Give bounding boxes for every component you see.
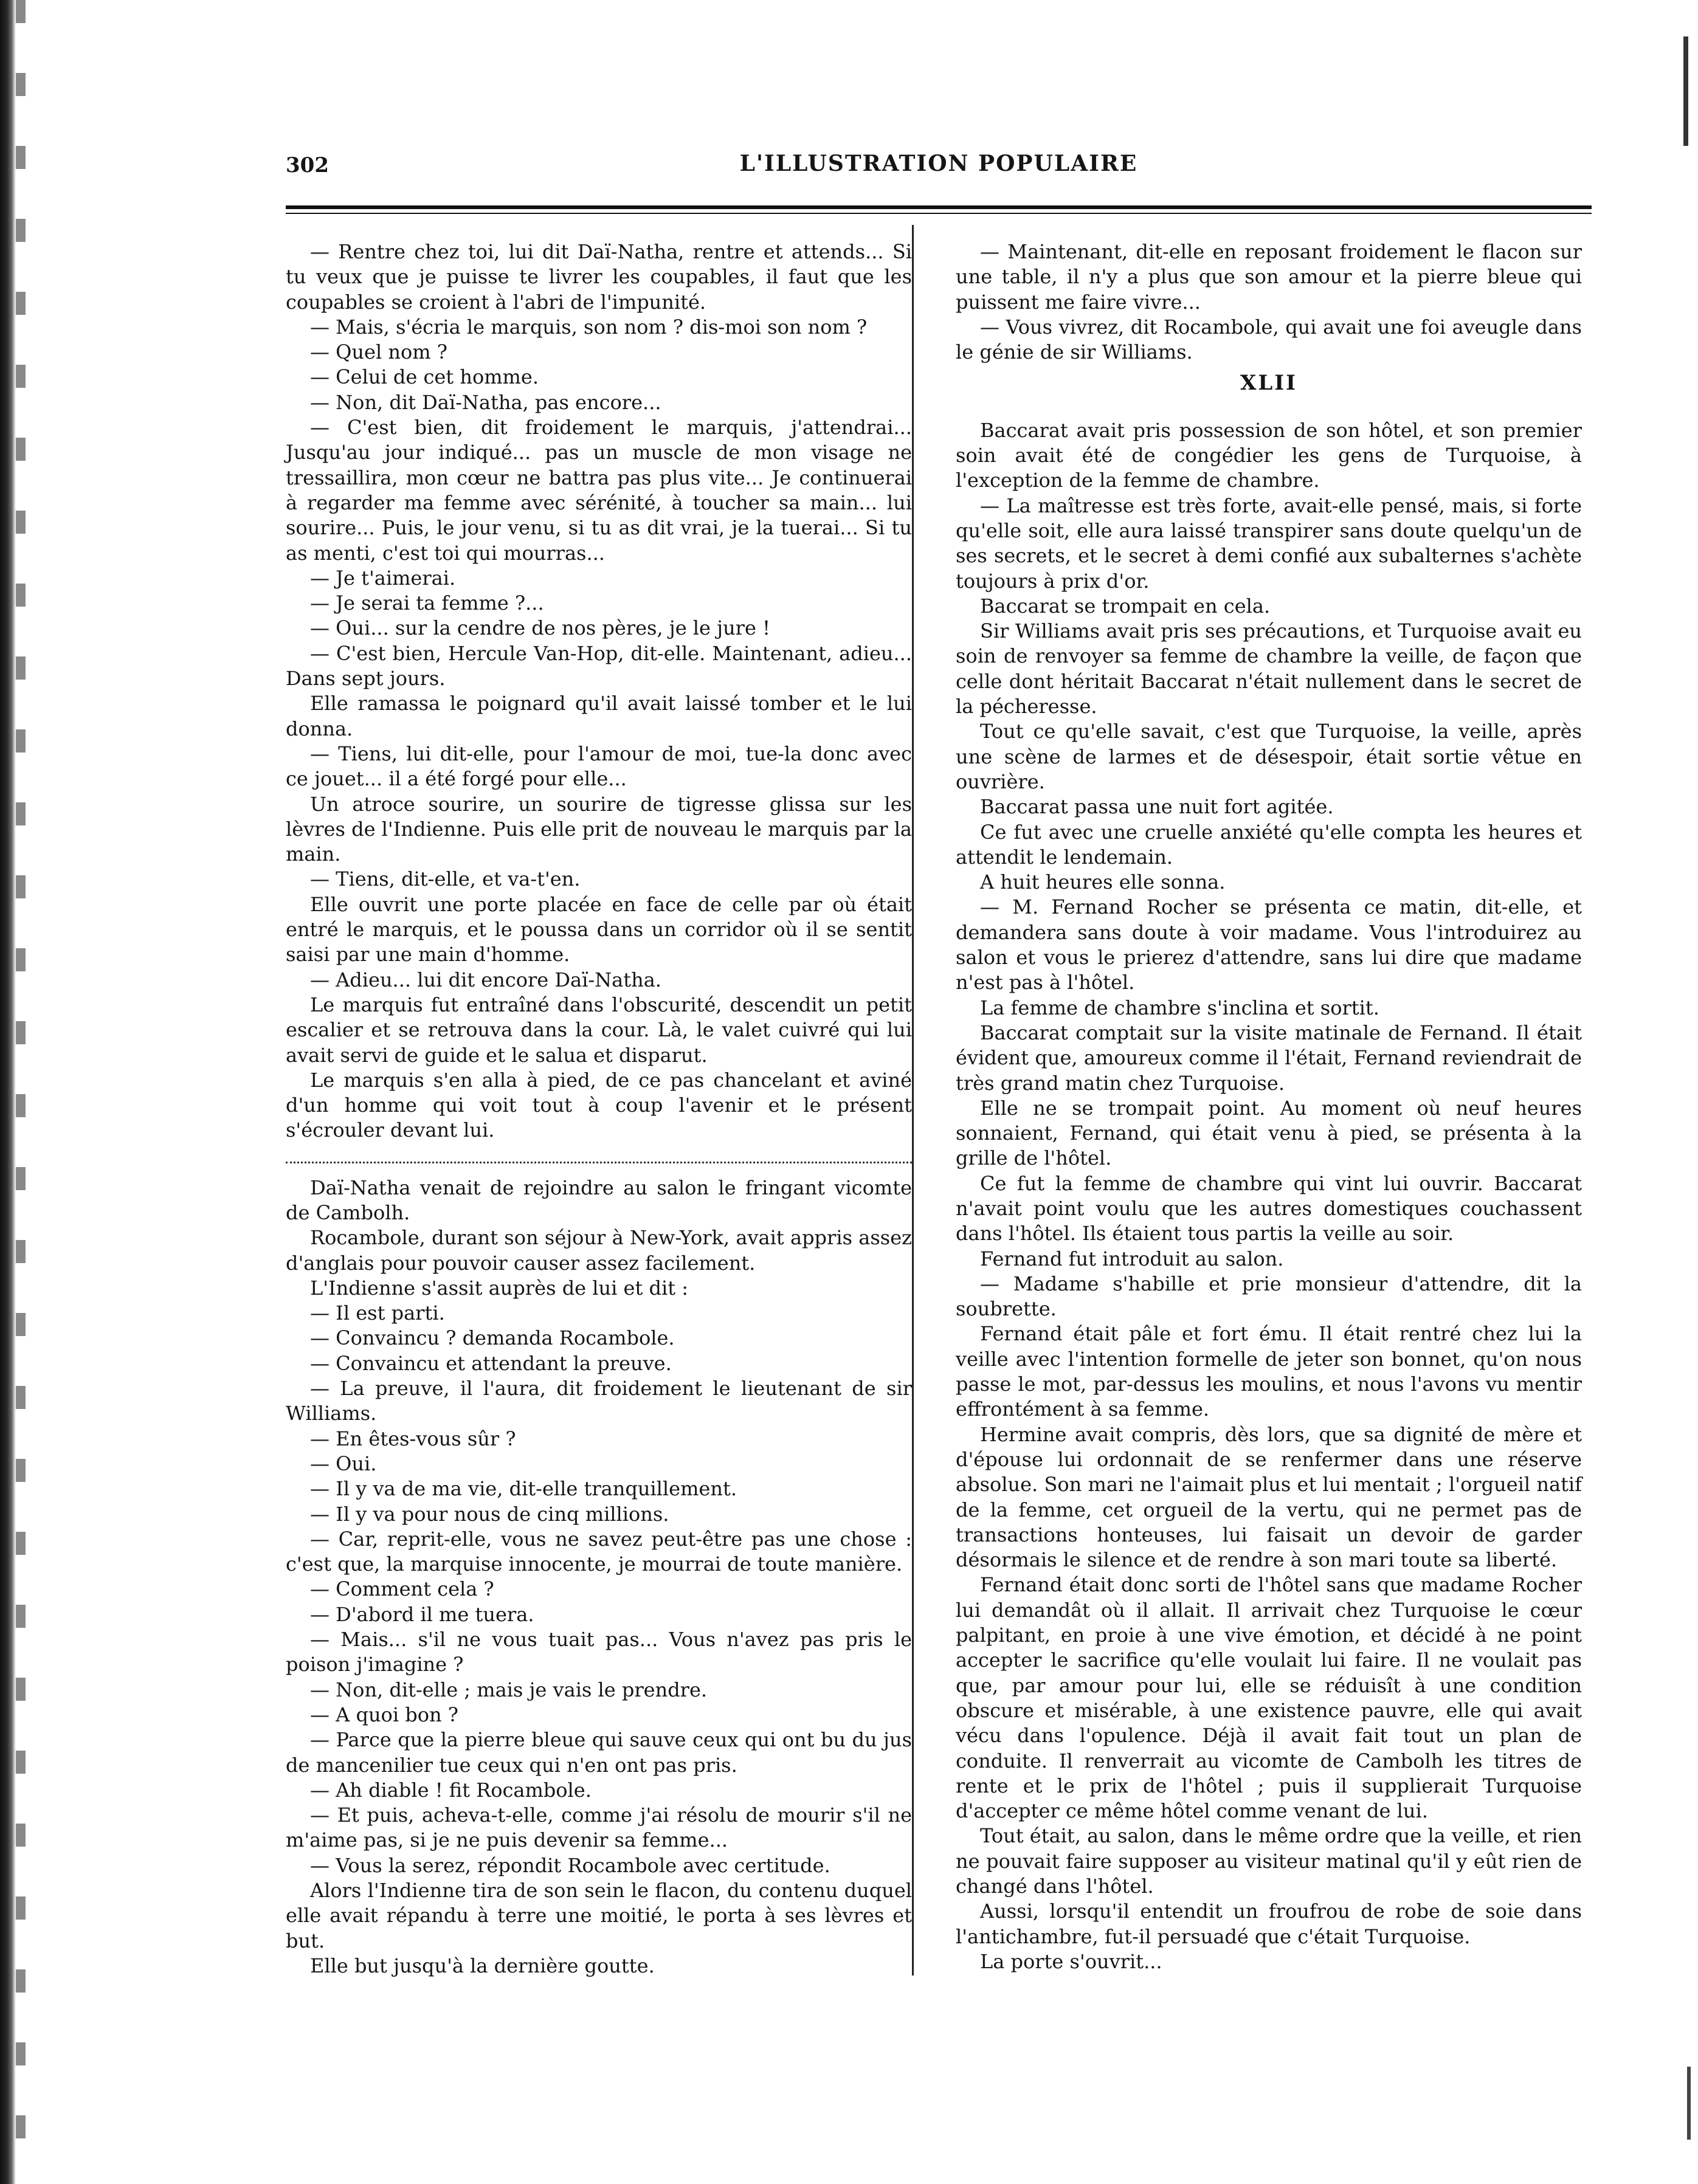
paragraph: — Oui. — [310, 1452, 377, 1475]
paragraph: La porte s'ouvrit... — [980, 1949, 1162, 1973]
paragraph: — Parce que la pierre bleue qui sauve ceux qui ont bu du jus de mancenilier tue ceux qui n'en ont pas pris. — [286, 1728, 912, 1777]
paragraph: Sir Williams avait pris ses précautions, et Turquoise avait eu soin de renvoyer sa femme de chambre la veille, de façon que celle dont héritait Baccarat n'était nullement dans le secret de la pécheresse. — [956, 619, 1582, 718]
paragraph: — Adieu... lui dit encore Daï-Natha. — [310, 968, 661, 991]
left-column-body-continued — [286, 1176, 912, 1979]
scan-edge-left — [0, 0, 16, 2184]
right-column — [956, 239, 1582, 1974]
section-break — [286, 1143, 912, 1163]
paragraph: — Et puis, acheva-t-elle, comme j'ai résolu de mourir s'il ne m'aime pas, si je ne puis devenir sa femme... — [286, 1803, 912, 1852]
paragraph: — Celui de cet homme. — [310, 365, 539, 389]
paragraph: Elle ne se trompait point. Au moment où neuf heures sonnaient, Fernand, qui était venu à pied, se présenta à la grille de l'hôtel. — [956, 1096, 1582, 1170]
paragraph: — Non, dit-elle ; mais je vais le prendre. — [310, 1678, 708, 1701]
paragraph: Hermine avait compris, dès lors, que sa dignité de mère et d'épouse lui ordonnait de se renfermer dans une réserve absolue. Son mari ne l'aimait plus et lui mentait ; l'orgueil natif de la femme, cet orgueil de la vertu, qui ne permet pas de transactions honteuses, lui faisait un devoir de garder désormais le silence et de rendre à son mari toute sa liberté. — [956, 1422, 1582, 1572]
paragraph: — Convaincu ? demanda Rocambole. — [310, 1326, 675, 1350]
paragraph: — Car, reprit-elle, vous ne savez peut-être pas une chose : c'est que, la marquise innocente, je mourrai de toute manière. — [286, 1527, 912, 1576]
right-column-body — [956, 239, 1582, 365]
paragraph: — Comment cela ? — [310, 1577, 494, 1601]
paragraph: Fernand fut introduit au salon. — [980, 1247, 1284, 1270]
paragraph: — D'abord il me tuera. — [310, 1602, 534, 1626]
running-title: L'ILLUSTRATION POPULAIRE — [739, 151, 1138, 176]
paragraph: Alors l'Indienne tira de son sein le flacon, du contenu duquel elle avait répandu à terre une moitié, le porta à ses lèvres et but. — [286, 1879, 912, 1952]
left-column-body — [286, 239, 912, 1143]
page-number: 302 — [286, 153, 329, 177]
paragraph: — La maîtresse est très forte, avait-elle pensé, mais, si forte qu'elle soit, elle aura laissé transpirer sans doute quelqu'un de ses secrets, et le secret à demi confié aux subalternes s'achète toujours à prix d'or. — [956, 494, 1582, 593]
paragraph: — Maintenant, dit-elle en reposant froidement le flacon sur une table, il n'y a plus que son amour et la pierre bleue qui puissent me faire vivre... — [956, 240, 1582, 314]
paragraph: A huit heures elle sonna. — [980, 870, 1226, 894]
paragraph: — Je t'aimerai. — [310, 566, 456, 590]
scan-edge-streak — [16, 0, 26, 2184]
paragraph: Rocambole, durant son séjour à New-York, avait appris assez d'anglais pour pouvoir causer assez facilement. — [286, 1226, 912, 1275]
paragraph: La femme de chambre s'inclina et sortit. — [980, 996, 1379, 1019]
paragraph: Elle ramassa le poignard qu'il avait laissé tomber et le lui donna. — [286, 692, 912, 740]
paragraph: — Tiens, dit-elle, et va-t'en. — [310, 867, 581, 891]
paragraph: — La preuve, il l'aura, dit froidement le lieutenant de sir Williams. — [286, 1377, 912, 1425]
scan-edge-right — [1683, 36, 1688, 146]
paragraph: Elle ouvrit une porte placée en face de celle par où était entré le marquis, et le poussa dans un corridor où il se sentit saisi par une main d'homme. — [286, 892, 912, 966]
paragraph: — Mais... s'il ne vous tuait pas... Vous n'avez pas pris le poison j'imagine ? — [286, 1628, 912, 1676]
paragraph: — C'est bien, dit froidement le marquis, j'attendrai... Jusqu'au jour indiqué... pas un muscle de mon visage ne tressaillira, mon cœur ne battra pas plus vite... Je continuerai à regarder ma femme avec sérénité, à toucher sa main... lui sourire... Puis, le jour venu, si tu as dit vrai, je la tuerai... Si tu as menti, c'est toi qui mourras... — [286, 416, 912, 565]
paragraph: — Tiens, lui dit-elle, pour l'amour de moi, tue-la donc avec ce jouet... il a été forgé pour elle... — [286, 742, 912, 791]
paragraph: Fernand était donc sorti de l'hôtel sans que madame Rocher lui demandât où il allait. Il arrivait chez Turquoise le cœur palpitant, en proie à une vive émotion, et décidé à ne point accepter le sacrifice qu'elle voulait lui faire. Il ne voulait pas que, par amour pour lui, elle se réduisît à une condition obscure et misérable, à une existence pauvre, elle qui avait vécu dans l'opulence. Déjà il avait fait tout un plan de conduite. Il renverrait au vicomte de Cambolh les titres de rente et le prix de l'hôtel ; puis il supplierait Turquoise d'accepter ce même hôtel comme venant de lui. — [956, 1573, 1582, 1823]
paragraph: — M. Fernand Rocher se présenta ce matin, dit-elle, et demandera sans doute à voir madame. Vous l'introduirez au salon et vous le prierez d'attendre, sans lui dire que madame n'est pas à l'hôtel. — [956, 895, 1582, 994]
paragraph: Baccarat comptait sur la visite matinale de Fernand. Il était évident que, amoureux comme il l'était, Fernand reviendrait de très grand matin chez Turquoise. — [956, 1021, 1582, 1095]
paragraph: Fernand était pâle et fort ému. Il était rentré chez lui la veille avec l'intention formelle de jeter son bonnet, qu'on nous passe le mot, par-dessus les moulins, et nous l'avons vu mentir effrontément à sa femme. — [956, 1322, 1582, 1421]
paragraph: L'Indienne s'assit auprès de lui et dit : — [310, 1276, 689, 1300]
paragraph: Ce fut avec une cruelle anxiété qu'elle compta les heures et attendit le lendemain. — [956, 820, 1582, 869]
paragraph: Le marquis s'en alla à pied, de ce pas chancelant et aviné d'un homme qui voit tout à coup l'avenir et le présent s'écrouler devant lui. — [286, 1068, 912, 1142]
paragraph: Tout ce qu'elle savait, c'est que Turquoise, la veille, après une scène de larmes et de désespoir, était sortie vêtue en ouvrière. — [956, 720, 1582, 793]
paragraph: Baccarat se trompait en cela. — [980, 594, 1271, 618]
paragraph: — Madame s'habille et prie monsieur d'attendre, dit la soubrette. — [956, 1272, 1582, 1321]
header-rule-thin — [286, 213, 1592, 214]
paragraph: — En êtes-vous sûr ? — [310, 1427, 516, 1450]
paragraph: — A quoi bon ? — [310, 1703, 458, 1726]
chapter-heading: XLII — [1240, 371, 1298, 396]
paragraph: Daï-Natha venait de rejoindre au salon le fringant vicomte de Cambolh. — [286, 1176, 912, 1224]
paragraph: — Convaincu et attendant la preuve. — [310, 1351, 672, 1375]
paragraph: — Ah diable ! fit Rocambole. — [310, 1778, 592, 1802]
scan-mark-right — [1687, 2067, 1691, 2140]
paragraph: — Il y va de ma vie, dit-elle tranquillement. — [310, 1477, 737, 1501]
paragraph: — Quel nom ? — [310, 340, 447, 364]
right-column-body-continued — [956, 418, 1582, 1974]
paragraph: — Vous la serez, répondit Rocambole avec certitude. — [310, 1853, 830, 1877]
paragraph: Un atroce sourire, un sourire de tigresse glissa sur les lèvres de l'Indienne. Puis elle prit de nouveau le marquis par la main. — [286, 792, 912, 866]
paragraph: — Il y va pour nous de cinq millions. — [310, 1502, 669, 1526]
paragraph: — Rentre chez toi, lui dit Daï-Natha, rentre et attends... Si tu veux que je puisse te livrer les coupables, il faut que les coupables se croient à l'abri de l'impunité. — [286, 240, 912, 314]
paragraph: — Il est parti. — [310, 1301, 445, 1325]
paragraph: — Mais, s'écria le marquis, son nom ? dis-moi son nom ? — [310, 315, 868, 339]
paragraph: — Vous vivrez, dit Rocambole, qui avait une foi aveugle dans le génie de sir Williams. — [956, 315, 1582, 364]
paragraph: — Oui... sur la cendre de nos pères, je le jure ! — [310, 616, 770, 640]
page-header — [286, 146, 1592, 188]
paragraph: Elle but jusqu'à la dernière goutte. — [310, 1954, 655, 1977]
column-divider — [912, 225, 914, 1976]
paragraph: Baccarat passa une nuit fort agitée. — [980, 795, 1334, 819]
paragraph: — Je serai ta femme ?... — [310, 591, 544, 615]
paragraph: Baccarat avait pris possession de son hôtel, et son premier soin avait été de congédier les gens de Turquoise, à l'exception de la femme de chambre. — [956, 418, 1582, 492]
paragraph: Ce fut la femme de chambre qui vint lui ouvrir. Baccarat n'avait point voulu que les autres domestiques couchassent dans l'hôtel. Ils étaient tous partis la veille au soir. — [956, 1171, 1582, 1245]
paragraph: — C'est bien, Hercule Van-Hop, dit-elle. Maintenant, adieu... Dans sept jours. — [286, 641, 912, 691]
paragraph: Tout était, au salon, dans le même ordre que la veille, et rien ne pouvait faire supposer au visiteur matinal qu'il y eût rien de changé dans l'hôtel. — [956, 1824, 1582, 1898]
paragraph: Le marquis fut entraîné dans l'obscurité, descendit un petit escalier et se retrouva dans la cour. Là, le valet cuivré qui lui avait servi de guide et le salua et disparut. — [286, 993, 912, 1067]
paragraph: Aussi, lorsqu'il entendit un froufrou de robe de soie dans l'antichambre, fut-il persuadé que c'était Turquoise. — [956, 1900, 1582, 1948]
header-rule-thick — [286, 205, 1592, 209]
left-column — [286, 239, 912, 1979]
paragraph: — Non, dit Daï-Natha, pas encore... — [310, 390, 661, 414]
